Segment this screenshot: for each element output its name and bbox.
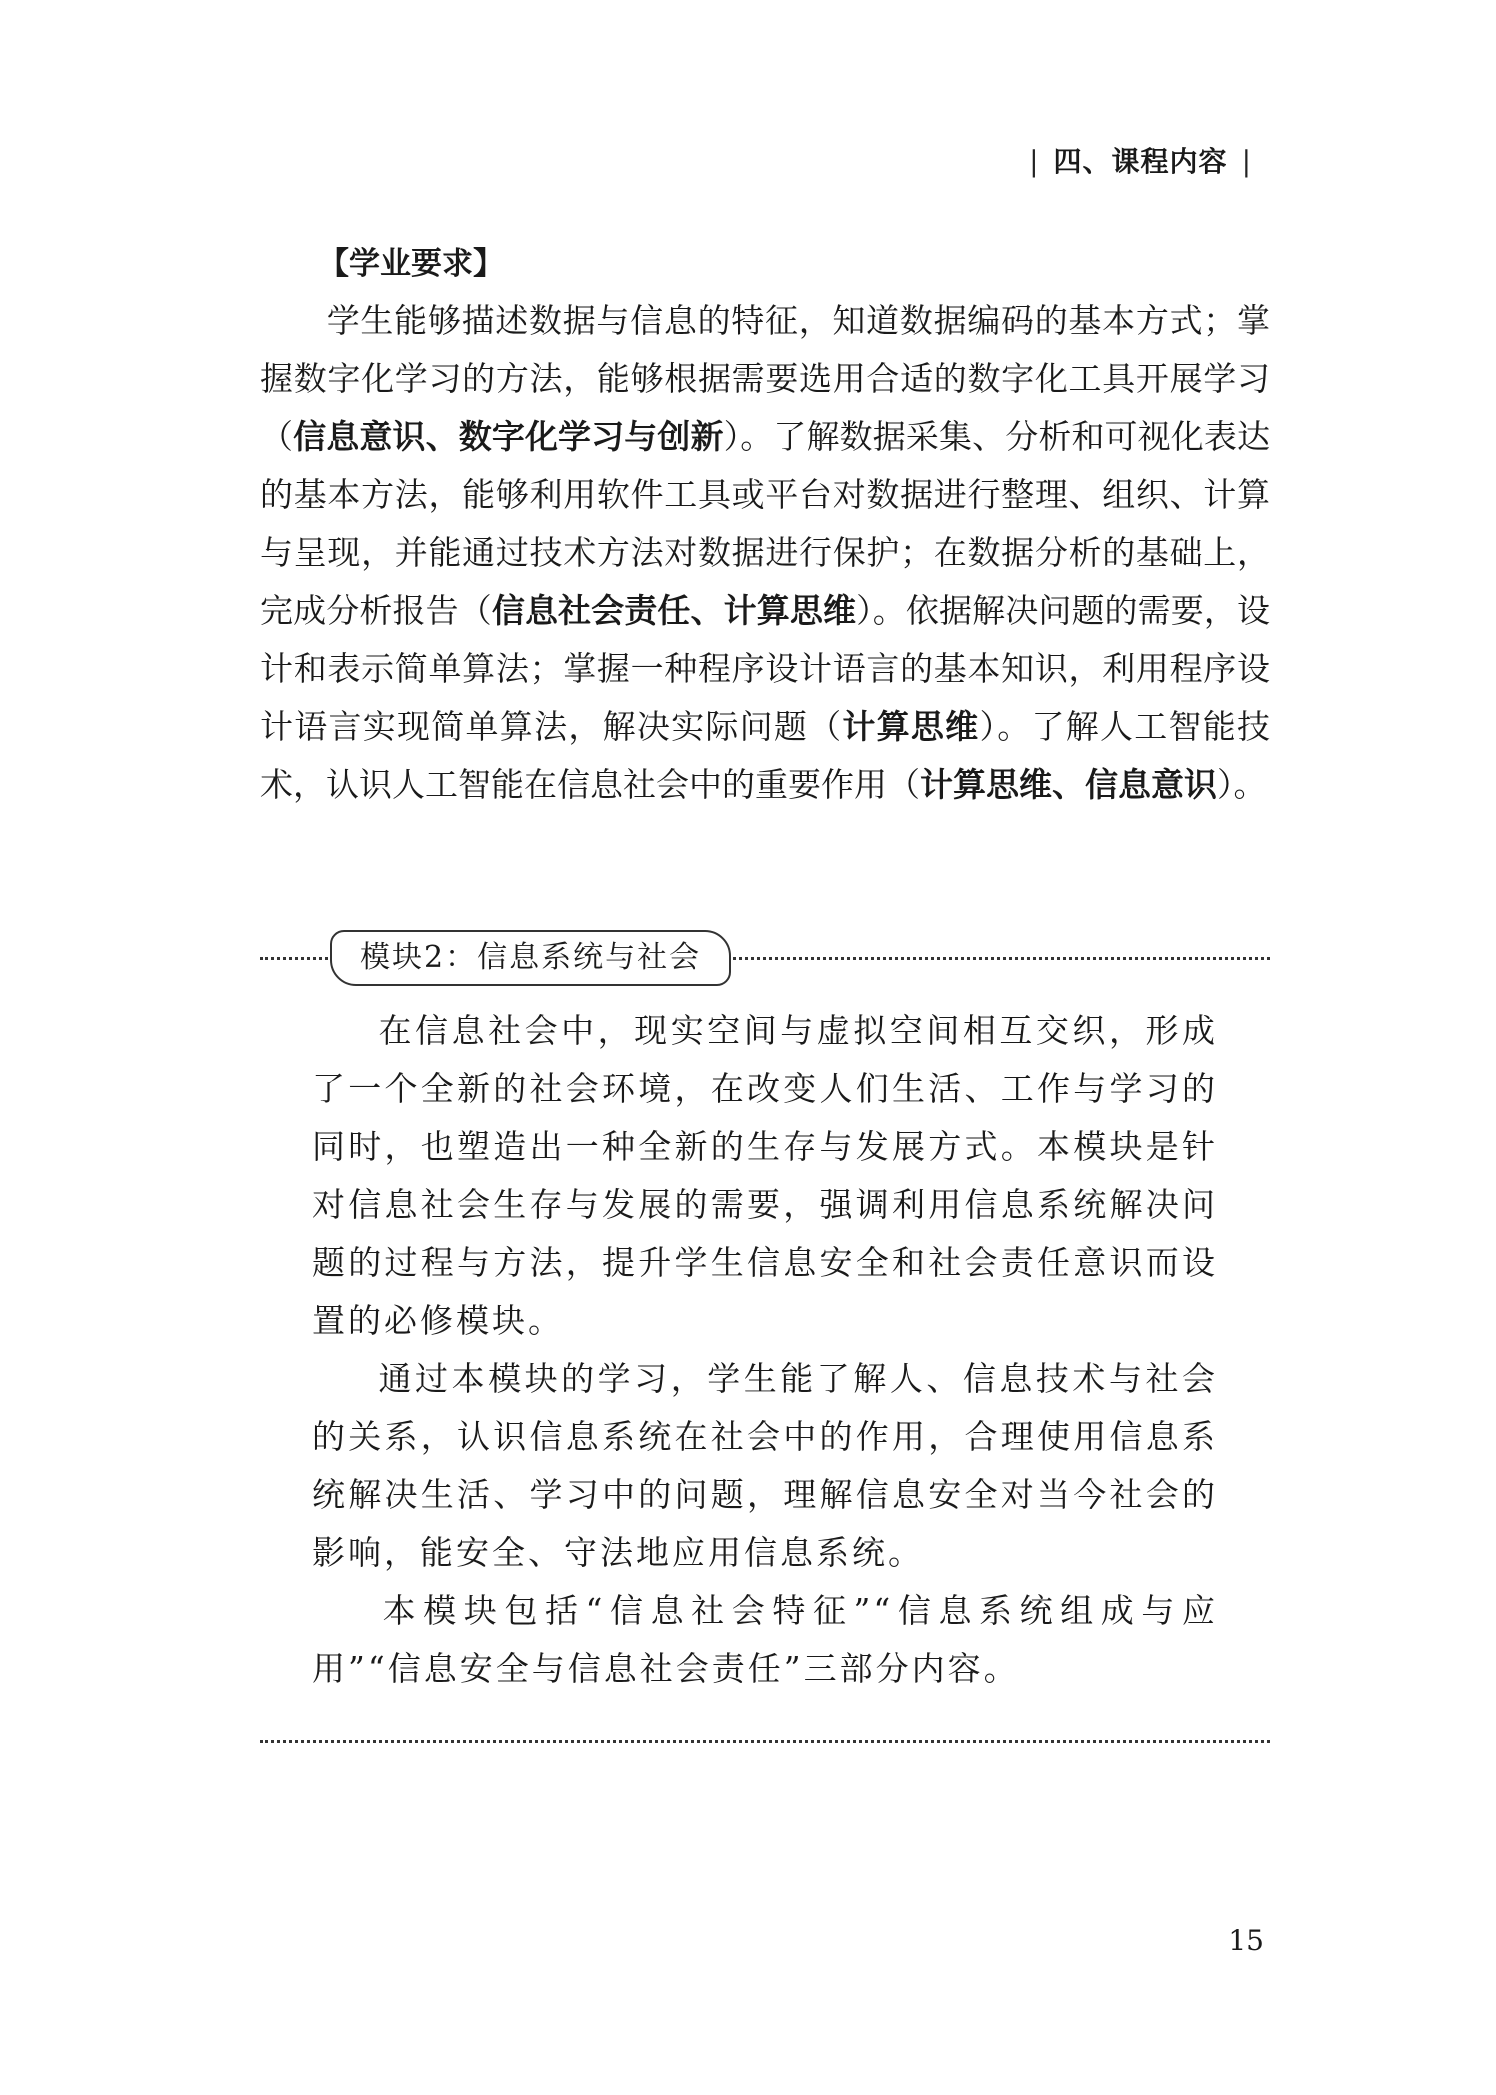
module-title: 模块2：信息系统与社会	[330, 930, 731, 986]
module-paragraph-text: 在信息社会中，现实空间与虚拟空间相互交织，形成了一个全新的社会环境，在改变人们生活、工作与学习的同时，也塑造出一种全新的生存与发展方式。本模块是针对信息社会生存与发展的需要，强调利用信息系统解决问题的过程与方法，提升学生信息安全和社会责任意识而设置的必修模块。	[312, 1011, 1218, 1340]
req-competency: 计算思维	[842, 707, 980, 746]
req-text: ）。了解数据采集、分析和可视化表达的基本方法，能够利用软件工具或平台对数据进行整理、组织、计算与呈现，并能通过技术方法对数据进行保护；在数据分析的基础上，完成分析报告（	[260, 417, 1271, 630]
req-text: ）。	[1217, 765, 1267, 804]
running-header	[1015, 140, 1266, 180]
req-text: ）。依据解决问题的需要，设计和表示简单算法；掌握一种程序设计语言的基本知识，利用程序设计语言实现简单算法，解决实际问题（	[260, 591, 1271, 746]
module-paragraph-text: 本模块包括“信息社会特征”“信息系统组成与应用”“信息安全与信息社会责任”三部分内容。	[312, 1591, 1218, 1688]
req-competency: 计算思维、信息意识	[920, 765, 1217, 804]
module-paragraph	[312, 1002, 1218, 1350]
module-title-rule	[260, 930, 1270, 986]
module-description	[312, 1002, 1218, 1698]
chapter-title: 四、课程内容	[1053, 145, 1228, 178]
bottom-dotted-divider	[260, 1740, 1270, 1743]
header-divider-left: |	[1029, 145, 1040, 178]
module-paragraph	[312, 1350, 1218, 1582]
req-text: ）。了解人工智能技术，认识人工智能在信息社会中的重要作用（	[260, 707, 1271, 804]
req-competency: 信息社会责任、计算思维	[491, 591, 857, 630]
module-paragraph-text: 通过本模块的学习，学生能了解人、信息技术与社会的关系，认识信息系统在社会中的作用，合理使用信息系统解决生活、学习中的问题，理解信息安全对当今社会的影响，能安全、守法地应用信息系统。	[312, 1359, 1218, 1572]
requirements-paragraph	[260, 292, 1270, 814]
header-divider-right: |	[1241, 145, 1252, 178]
req-competency: 信息意识、数字化学习与创新	[293, 417, 724, 456]
req-text: 学生能够描述数据与信息的特征，知道数据编码的基本方式；掌握数字化学习的方法，能够根据需要选用合适的数字化工具开展学习（	[260, 301, 1270, 456]
section-heading: 【学业要求】	[318, 246, 504, 282]
module-paragraph	[312, 1582, 1218, 1698]
page-number: 15	[1228, 1924, 1264, 1957]
